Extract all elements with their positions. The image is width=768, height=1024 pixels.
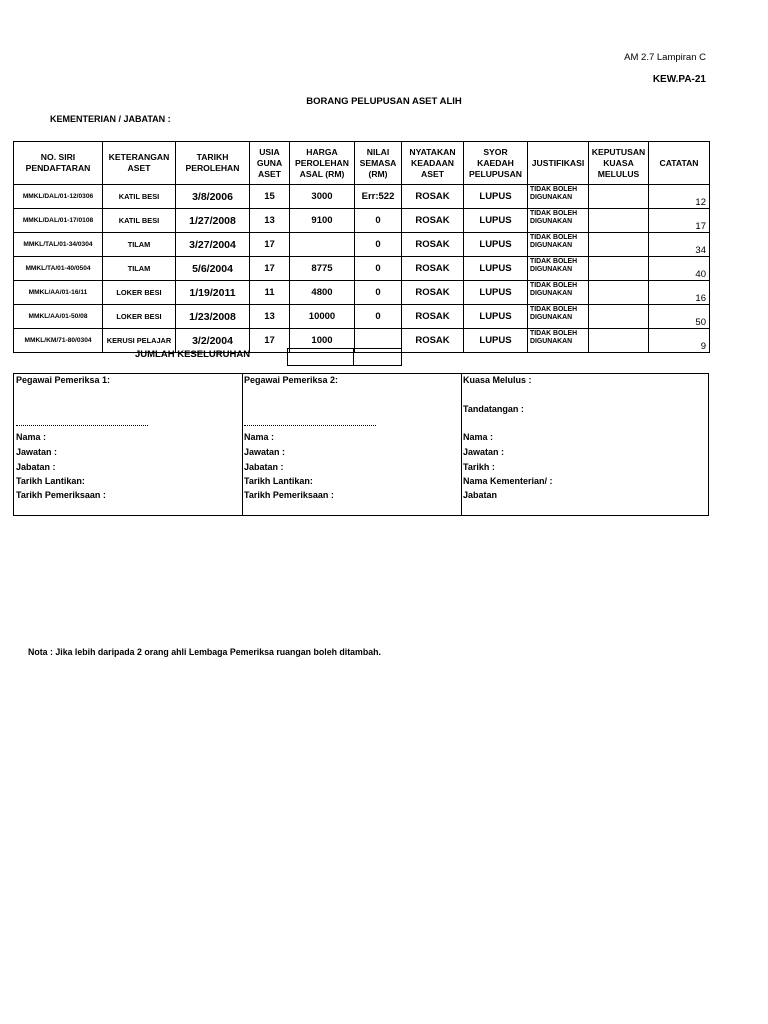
cell-usia: 15 [250,185,290,209]
kuasa-tarikh: Tarikh : [463,462,495,472]
ministry-label: KEMENTERIAN / JABATAN : [50,114,171,124]
header-tarikh: TARIKH PEROLEHAN [176,142,250,185]
kuasa-title: Kuasa Melulus : [463,375,532,385]
cell-usia: 13 [250,209,290,233]
cell-keputusan [589,281,649,305]
cell-keputusan [589,233,649,257]
cell-syor: LUPUS [464,209,528,233]
pemeriksa2-nama: Nama : [244,432,275,442]
cell-syor: LUPUS [464,185,528,209]
table-row [14,257,710,281]
cell-tarikh: 3/8/2006 [176,185,250,209]
cell-nilai: 0 [355,281,402,305]
cell-keadaan: ROSAK [402,257,464,281]
cell-keterangan: KATIL BESI [103,185,176,209]
pemeriksa2-signature-line [244,425,376,426]
cell-harga: 3000 [290,185,355,209]
pemeriksa1-signature-line [16,425,148,426]
cell-keterangan: LOKER BESI [103,305,176,329]
header-usia: USIA GUNA ASET [250,142,290,185]
cell-tarikh: 3/27/2004 [176,233,250,257]
cell-harga: 8775 [290,257,355,281]
form-code: KEW.PA-21 [652,74,706,85]
header-keputusan: KEPUTUSAN KUASA MELULUS [589,142,649,185]
kuasa-kementerian: Nama Kementerian/ : [463,476,553,486]
cell-justifikasi: TIDAK BOLEH DIGUNAKAN [528,329,589,353]
cell-nilai: 0 [355,257,402,281]
cell-usia: 13 [250,305,290,329]
pemeriksa1-tarikh-lantikan: Tarikh Lantikan: [16,476,85,486]
header-syor: SYOR KAEDAH PELUPUSAN [464,142,528,185]
pemeriksa2-tarikh-pemeriksaan: Tarikh Pemeriksaan : [244,490,334,500]
form-title: BORANG PELUPUSAN ASET ALIH [306,96,462,107]
table-row [14,305,710,329]
kuasa-tandatangan: Tandatangan : [463,404,524,414]
cell-tarikh: 1/23/2008 [176,305,250,329]
cell-siri: MMKL/AA/01-16/11 [14,281,103,305]
pemeriksa1-jabatan: Jabatan : [16,462,56,472]
cell-syor: LUPUS [464,281,528,305]
cell-keterangan: TILAM [103,257,176,281]
cell-usia: 17 [250,233,290,257]
pemeriksa1-title: Pegawai Pemeriksa 1: [16,375,111,385]
cell-syor: LUPUS [464,305,528,329]
cell-justifikasi: TIDAK BOLEH DIGUNAKAN [528,233,589,257]
table-row [14,233,710,257]
cell-siri: MMKL/KM/71-80/0304 [14,329,103,353]
cell-justifikasi: TIDAK BOLEH DIGUNAKAN [528,185,589,209]
signature-section [13,373,709,516]
cell-siri: MMKL/TAL/01-34/0304 [14,233,103,257]
cell-harga [290,233,355,257]
cell-nilai: 0 [355,209,402,233]
cell-tarikh: 1/19/2011 [176,281,250,305]
cell-catatan: 40 [649,257,710,281]
kuasa-jawatan: Jawatan : [463,447,505,457]
header-keterangan: KETERANGAN ASET [103,142,176,185]
header-harga: HARGA PEROLEHAN ASAL (RM) [290,142,355,185]
cell-keputusan [589,257,649,281]
cell-siri: MMKL/TA/01-40/0504 [14,257,103,281]
cell-harga: 10000 [290,305,355,329]
cell-harga: 1000 [290,329,355,353]
table-header-row [14,142,710,185]
cell-usia: 17 [250,257,290,281]
cell-justifikasi: TIDAK BOLEH DIGUNAKAN [528,305,589,329]
cell-harga: 4800 [290,281,355,305]
pemeriksa1-column [14,374,243,515]
cell-siri: MMKL/AA/01-50/08 [14,305,103,329]
header-siri: NO. SIRI PENDAFTARAN [14,142,103,185]
total-label: JUMLAH KESELURUHAN [135,349,251,360]
form-reference: AM 2.7 Lampiran C [624,52,706,63]
cell-keterangan: KERUSI PELAJAR [103,329,176,353]
cell-keputusan [589,209,649,233]
cell-keadaan: ROSAK [402,233,464,257]
pemeriksa2-jawatan: Jawatan : [244,447,286,457]
kuasa-column [461,374,708,515]
cell-keadaan: ROSAK [402,281,464,305]
cell-siri: MMKL/DAL/01-17/0108 [14,209,103,233]
cell-keterangan: TILAM [103,233,176,257]
cell-siri: MMKL/DAL/01-12/0306 [14,185,103,209]
table-row [14,209,710,233]
cell-catatan: 9 [649,329,710,353]
cell-catatan: 50 [649,305,710,329]
cell-keputusan [589,185,649,209]
pemeriksa1-tarikh-pemeriksaan: Tarikh Pemeriksaan : [16,490,106,500]
cell-keadaan: ROSAK [402,209,464,233]
total-harga-cell [287,348,354,366]
cell-justifikasi: TIDAK BOLEH DIGUNAKAN [528,209,589,233]
pemeriksa2-title: Pegawai Pemeriksa 2: [244,375,339,385]
cell-justifikasi: TIDAK BOLEH DIGUNAKAN [528,257,589,281]
kuasa-jabatan: Jabatan [463,490,498,500]
cell-catatan: 12 [649,185,710,209]
cell-nilai: 0 [355,233,402,257]
cell-nilai: Err:522 [355,185,402,209]
header-nilai: NILAI SEMASA (RM) [355,142,402,185]
total-nilai-cell [353,348,402,366]
pemeriksa2-column [242,374,462,515]
pemeriksa2-jabatan: Jabatan : [244,462,284,472]
cell-keterangan: KATIL BESI [103,209,176,233]
cell-keterangan: LOKER BESI [103,281,176,305]
cell-syor: LUPUS [464,233,528,257]
cell-syor: LUPUS [464,329,528,353]
asset-table [13,141,710,353]
cell-justifikasi: TIDAK BOLEH DIGUNAKAN [528,281,589,305]
pemeriksa1-nama: Nama : [16,432,47,442]
pemeriksa1-jawatan: Jawatan : [16,447,58,457]
table-row [14,281,710,305]
header-catatan: CATATAN [649,142,710,185]
header-justifikasi: JUSTIFIKASI [528,142,589,185]
cell-keadaan: ROSAK [402,329,464,353]
pemeriksa2-tarikh-lantikan: Tarikh Lantikan: [244,476,313,486]
cell-keadaan: ROSAK [402,185,464,209]
cell-syor: LUPUS [464,257,528,281]
kuasa-nama: Nama : [463,432,494,442]
header-keadaan: NYATAKAN KEADAAN ASET [402,142,464,185]
cell-catatan: 16 [649,281,710,305]
cell-usia: 17 [250,329,290,353]
cell-usia: 11 [250,281,290,305]
cell-nilai: 0 [355,305,402,329]
cell-tarikh: 5/6/2004 [176,257,250,281]
cell-tarikh: 3/2/2004 [176,329,250,353]
cell-keputusan [589,305,649,329]
cell-harga: 9100 [290,209,355,233]
footnote: Nota : Jika lebih daripada 2 orang ahli Lembaga Pemeriksa ruangan boleh ditambah. [28,647,381,657]
cell-keputusan [589,329,649,353]
cell-catatan: 17 [649,209,710,233]
cell-keadaan: ROSAK [402,305,464,329]
cell-catatan: 34 [649,233,710,257]
table-row [14,185,710,209]
cell-tarikh: 1/27/2008 [176,209,250,233]
